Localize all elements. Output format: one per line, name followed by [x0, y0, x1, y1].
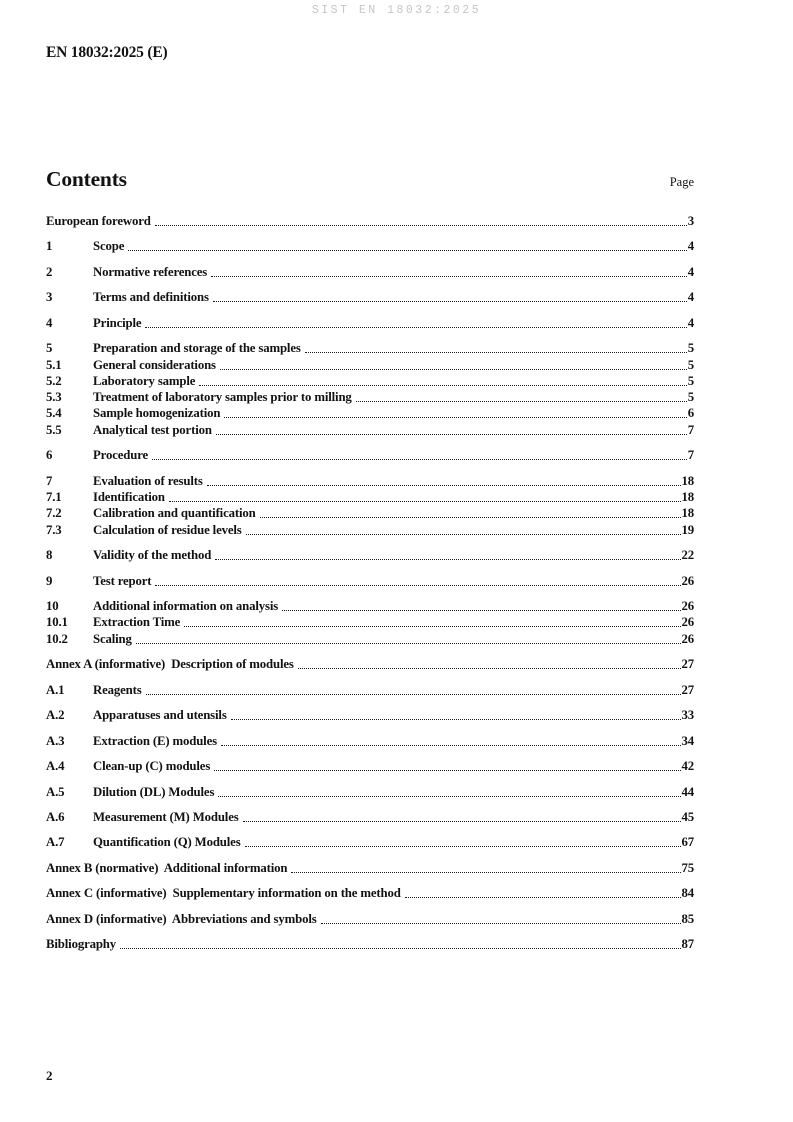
toc-entry — [46, 373, 694, 389]
toc-entry — [46, 937, 694, 953]
toc-entry-page: 5 — [687, 373, 694, 388]
toc-entry-number: 9 — [46, 573, 53, 588]
dot-leader — [405, 897, 681, 898]
toc-entry-page: 84 — [681, 886, 694, 901]
toc-entry-number: 5 — [46, 341, 53, 356]
toc-entry-page: 19 — [681, 522, 694, 537]
dot-leader — [214, 770, 680, 771]
toc-entry-title: Annex B (normative) Additional information — [46, 860, 288, 875]
toc-entry-page: 27 — [681, 657, 694, 672]
table-of-contents — [46, 167, 694, 953]
toc-entry-number: 10 — [46, 599, 59, 614]
toc-entry-number: A.6 — [46, 810, 65, 824]
toc-entry — [46, 489, 694, 505]
toc-entry-title: Annex D (informative) Abbreviations and symbols — [46, 911, 317, 926]
dot-leader — [207, 485, 681, 486]
toc-entry-page: 18 — [681, 489, 694, 504]
dot-leader — [291, 872, 680, 873]
dot-leader — [145, 327, 686, 328]
toc-entry-number: 2 — [46, 264, 53, 279]
toc-entry-page: 45 — [681, 810, 694, 824]
toc-entry-number: 7 — [46, 473, 53, 488]
toc-entry-page: 34 — [681, 733, 694, 748]
toc-entry — [46, 505, 694, 521]
dot-leader — [245, 846, 681, 847]
toc-entry-number: A.5 — [46, 784, 65, 799]
toc-entry-page: 87 — [681, 937, 694, 952]
toc-entry-page: 4 — [687, 264, 694, 279]
toc-entry-title: Apparatuses and utensils — [93, 708, 227, 723]
toc-entry — [46, 473, 694, 489]
toc-entry — [46, 758, 694, 774]
footer-page-number: 2 — [46, 1068, 53, 1083]
toc-entry-page: 75 — [681, 860, 694, 875]
dot-leader — [282, 610, 680, 611]
toc-entry-title: Scope — [93, 239, 125, 254]
toc-entry — [46, 707, 694, 723]
toc-entry-page: 18 — [681, 473, 694, 488]
toc-entry-number: 5.4 — [46, 406, 62, 421]
dot-leader — [128, 250, 687, 251]
toc-entry-number: 10.1 — [46, 615, 68, 630]
toc-entry-number: 5.2 — [46, 373, 62, 388]
dot-leader — [305, 352, 687, 353]
toc-entry — [46, 357, 694, 373]
toc-header — [46, 167, 694, 192]
toc-entry-title: Principle — [93, 315, 142, 330]
toc-entry-title: Identification — [93, 489, 165, 504]
toc-entry-title: Clean-up (C) modules — [93, 759, 211, 774]
toc-entry-title: General considerations — [93, 357, 216, 372]
toc-entry — [46, 289, 694, 305]
toc-entry-title: Extraction (E) modules — [93, 733, 217, 748]
dot-leader — [120, 948, 680, 949]
dot-leader — [213, 301, 687, 302]
toc-entry-number: 5.3 — [46, 390, 62, 405]
dot-leader — [215, 559, 680, 560]
toc-entry-number: 10.2 — [46, 631, 68, 646]
toc-entry-page: 4 — [687, 239, 694, 254]
toc-entry-page: 26 — [681, 573, 694, 588]
toc-entry-title: Terms and definitions — [93, 290, 209, 305]
dot-leader — [231, 719, 681, 720]
toc-entry-number: 1 — [46, 239, 53, 254]
toc-entry-page: 18 — [681, 506, 694, 521]
toc-entry-page: 7 — [687, 422, 694, 437]
toc-entry — [46, 447, 694, 463]
toc-entry-title: Preparation and storage of the samples — [93, 341, 301, 356]
toc-entry-number: 6 — [46, 448, 53, 463]
toc-entry-title: Dilution (DL) Modules — [93, 784, 215, 799]
toc-entry — [46, 315, 694, 331]
toc-entry — [46, 886, 694, 902]
toc-entry-page: 4 — [687, 315, 694, 330]
toc-entry-title: Analytical test portion — [93, 422, 212, 437]
toc-entry-title: Sample homogenization — [93, 406, 221, 421]
toc-entry-title: Extraction Time — [93, 615, 181, 630]
toc-entry-page: 4 — [687, 290, 694, 305]
dot-leader — [199, 385, 686, 386]
toc-entry-page: 26 — [681, 631, 694, 646]
toc-entry — [46, 547, 694, 563]
toc-entry-number: 7.2 — [46, 506, 62, 521]
dot-leader — [152, 459, 687, 460]
contents-title: Contents — [46, 167, 127, 191]
toc-entry — [46, 656, 694, 672]
toc-entry-page: 5 — [687, 341, 694, 356]
dot-leader — [146, 694, 681, 695]
toc-entry-title: Validity of the method — [93, 548, 212, 563]
toc-entry-page: 6 — [687, 406, 694, 421]
dot-leader — [220, 369, 687, 370]
dot-leader — [169, 501, 681, 502]
toc-entry — [46, 238, 694, 254]
toc-entry — [46, 911, 694, 927]
dot-leader — [155, 585, 680, 586]
toc-entry — [46, 631, 694, 647]
toc-entry-number: 5.5 — [46, 422, 62, 437]
toc-entry — [46, 733, 694, 749]
dot-leader — [298, 668, 681, 669]
toc-entry-title: Scaling — [93, 631, 132, 646]
toc-entry-title: Quantification (Q) Modules — [93, 835, 241, 850]
toc-entry-title: Treatment of laboratory samples prior to milling — [93, 390, 352, 405]
toc-entry-title: Normative references — [93, 264, 208, 279]
toc-entry-number: A.1 — [46, 682, 65, 697]
toc-entry-page: 67 — [681, 835, 694, 850]
dot-leader — [243, 821, 681, 822]
toc-entry-title: Calibration and quantification — [93, 506, 256, 521]
toc-entry-page: 3 — [687, 213, 694, 228]
toc-entry-title: Bibliography — [46, 937, 117, 952]
dot-leader — [224, 417, 686, 418]
toc-entry — [46, 406, 694, 422]
dot-leader — [218, 796, 680, 797]
toc-entry-page: 22 — [681, 548, 694, 563]
toc-entry-number: 5.1 — [46, 357, 62, 372]
toc-entry-number: A.7 — [46, 835, 65, 850]
toc-entry-title: Additional information on analysis — [93, 599, 279, 614]
dot-leader — [260, 517, 681, 518]
toc-entry — [46, 598, 694, 614]
dot-leader — [221, 745, 681, 746]
toc-entry — [46, 682, 694, 698]
watermark-text: SIST EN 18032:2025 — [311, 4, 482, 17]
dot-leader — [356, 401, 687, 402]
toc-entry-title: Annex A (informative) Description of modules — [46, 657, 294, 672]
toc-entry-title: Measurement (M) Modules — [93, 810, 239, 824]
toc-entry-page: 44 — [681, 784, 694, 799]
toc-entry-number: 7.1 — [46, 489, 62, 504]
dot-leader — [155, 225, 687, 226]
toc-entry-title: Procedure — [93, 448, 149, 463]
toc-entry-page: 42 — [681, 759, 694, 774]
toc-entry — [46, 389, 694, 405]
toc-entry-number: A.3 — [46, 733, 65, 748]
toc-entry — [46, 422, 694, 438]
toc-entry-number: A.2 — [46, 708, 65, 723]
dot-leader — [136, 643, 681, 644]
page-column-label: Page — [669, 175, 694, 189]
toc-entry — [46, 264, 694, 280]
toc-entry-page: 33 — [681, 708, 694, 723]
toc-entry-page: 27 — [681, 682, 694, 697]
toc-entry — [46, 784, 694, 800]
toc-entry-number: A.4 — [46, 759, 65, 774]
toc-entry-page: 26 — [681, 615, 694, 630]
toc-list — [46, 213, 694, 953]
dot-leader — [184, 626, 680, 627]
toc-entry-page: 7 — [687, 448, 694, 463]
toc-entry-title: Evaluation of results — [93, 473, 203, 488]
toc-entry-title: Reagents — [93, 682, 142, 697]
toc-entry-number: 7.3 — [46, 522, 62, 537]
toc-entry-title: European foreword — [46, 213, 151, 228]
dot-leader — [211, 276, 687, 277]
toc-entry-title: Test report — [93, 573, 152, 588]
toc-entry-number: 4 — [46, 315, 53, 330]
toc-entry — [46, 615, 694, 631]
toc-entry-number: 8 — [46, 548, 53, 563]
dot-leader — [216, 434, 687, 435]
toc-entry-page: 85 — [681, 911, 694, 926]
toc-entry-title: Laboratory sample — [93, 373, 196, 388]
toc-entry-title: Annex C (informative) Supplementary information on the method — [46, 886, 401, 901]
document-reference: EN 18032:2025 (E) — [46, 44, 168, 61]
toc-entry — [46, 522, 694, 538]
toc-entry — [46, 860, 694, 876]
toc-entry-page: 5 — [687, 357, 694, 372]
dot-leader — [246, 534, 681, 535]
toc-entry-title: Calculation of residue levels — [93, 522, 242, 537]
toc-entry — [46, 213, 694, 229]
toc-entry — [46, 809, 694, 825]
toc-entry — [46, 835, 694, 851]
toc-entry — [46, 340, 694, 356]
toc-entry-number: 3 — [46, 290, 53, 305]
toc-entry-page: 26 — [681, 599, 694, 614]
toc-entry — [46, 573, 694, 589]
dot-leader — [321, 923, 681, 924]
toc-entry-page: 5 — [687, 390, 694, 405]
